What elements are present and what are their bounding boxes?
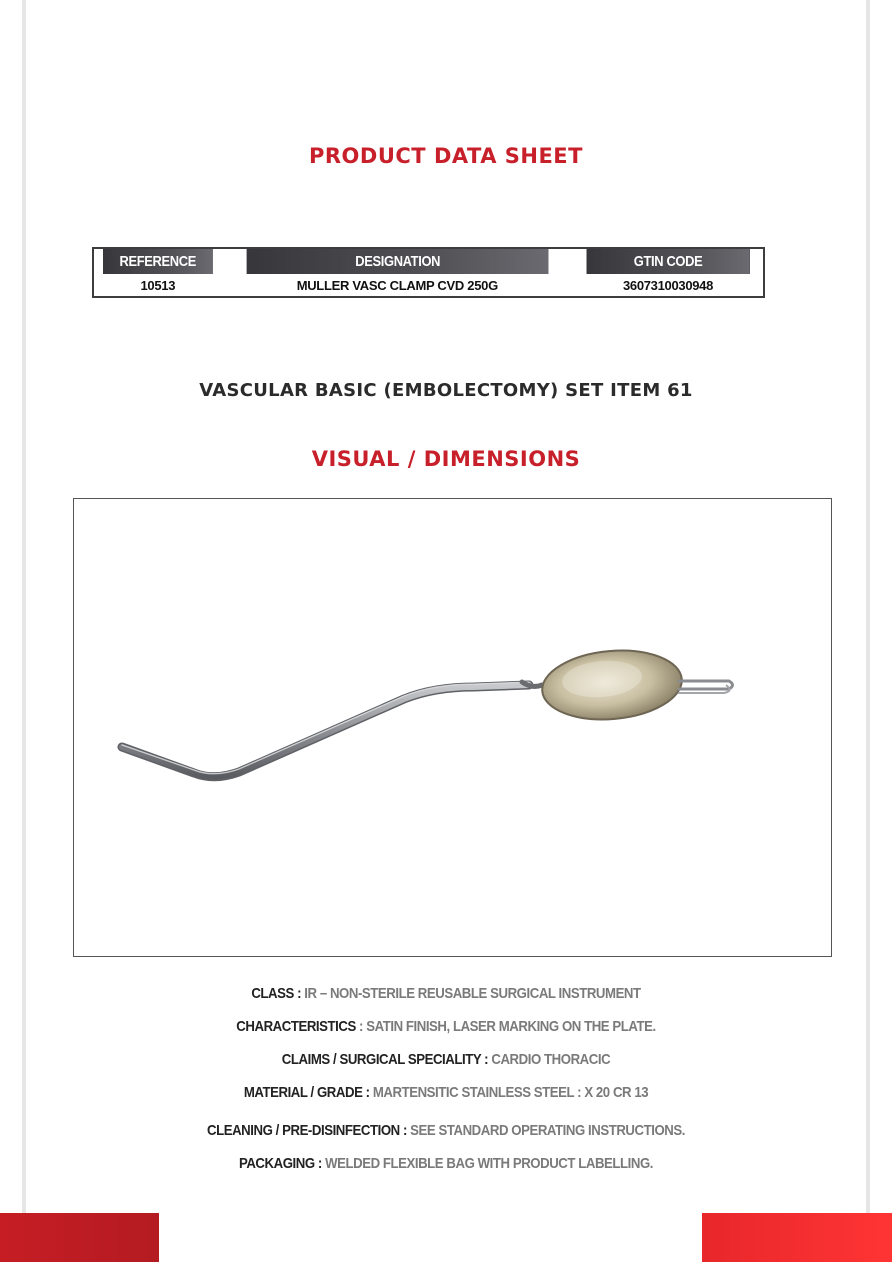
spec-class-value: IR – NON-STERILE REUSABLE SURGICAL INSTRUMENT (301, 985, 641, 1002)
cell-designation: MULLER VASC CLAMP CVD 250G (296, 277, 498, 293)
spec-packaging (54, 1155, 839, 1172)
table-row (93, 274, 764, 297)
spec-characteristics (54, 1018, 839, 1035)
spec-cleaning-label: CLEANING / PRE-DISINFECTION : (207, 1122, 407, 1139)
page-title: PRODUCT DATA SHEET (309, 144, 583, 168)
reference-table (92, 247, 765, 298)
spec-characteristics-value: : SATIN FINISH, LASER MARKING ON THE PLATE. (355, 1018, 656, 1035)
spec-packaging-label: PACKAGING : (238, 1155, 322, 1172)
header-reference: REFERENCE (102, 248, 213, 274)
spec-material (54, 1084, 839, 1101)
spec-claims-label: CLAIMS / SURGICAL SPECIALITY : (281, 1051, 489, 1068)
spec-claims (54, 1051, 839, 1068)
product-subtitle: VASCULAR BASIC (EMBOLECTOMY) SET ITEM 61 (199, 380, 693, 401)
product-image-frame (73, 498, 832, 957)
header-designation: DESIGNATION (246, 248, 548, 274)
spec-claims-value: CARDIO THORACIC (488, 1051, 611, 1068)
right-border-line (866, 0, 870, 1214)
cell-gtin-code: 3607310030948 (622, 277, 714, 293)
spec-cleaning-value: SEE STANDARD OPERATING INSTRUCTIONS. (406, 1122, 685, 1139)
footer-accent-left (0, 1213, 159, 1262)
cell-reference: 10513 (140, 277, 176, 293)
spec-class-label: CLASS : (251, 985, 302, 1002)
spec-class (54, 985, 839, 1002)
clamp-instrument-image (74, 499, 831, 956)
footer-accent-right (702, 1213, 892, 1262)
spec-cleaning (54, 1122, 839, 1139)
header-gtin-code: GTIN CODE (586, 248, 750, 274)
spec-packaging-value: WELDED FLEXIBLE BAG WITH PRODUCT LABELLING. (321, 1155, 654, 1172)
table-header-row (93, 248, 764, 274)
spec-characteristics-label: CHARACTERISTICS (236, 1018, 356, 1035)
left-border-line (22, 0, 26, 1214)
visual-section-title: VISUAL / DIMENSIONS (311, 447, 581, 471)
spec-material-label: MATERIAL / GRADE : (243, 1084, 370, 1101)
spec-material-value: MARTENSITIC STAINLESS STEEL : X 20 CR 13 (369, 1084, 649, 1101)
